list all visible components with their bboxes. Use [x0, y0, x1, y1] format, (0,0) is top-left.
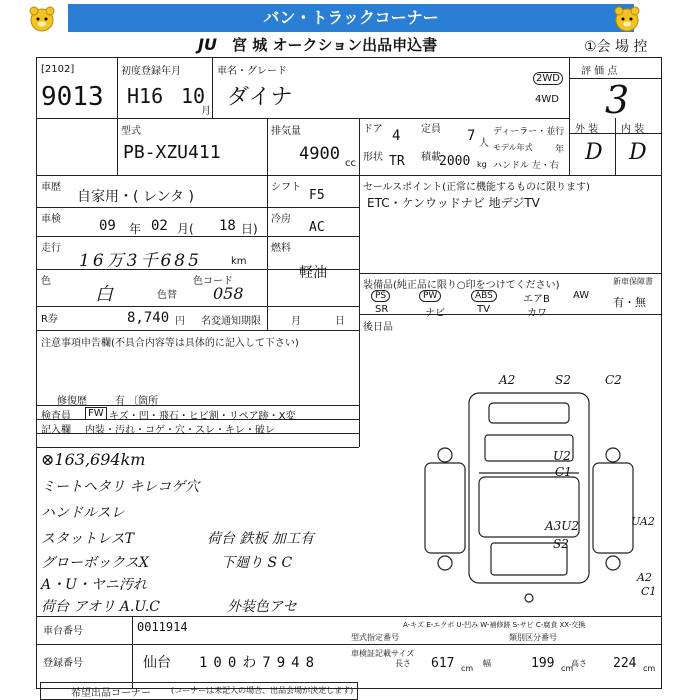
spec-label: 類別区分番号 — [509, 633, 557, 642]
notes-line: A・U・ヤニ汚れ — [41, 577, 147, 593]
corner-request-box — [40, 682, 358, 700]
tax-notice-label: 名変通知期限 — [201, 316, 261, 327]
equip-abs: ABS — [471, 290, 497, 302]
chassis-label: 車台番号 — [43, 626, 83, 637]
mileage-label: 走行 — [41, 243, 61, 254]
capacity-label: 定員 — [421, 124, 441, 135]
spec-label: 型式指定番号 — [351, 633, 399, 642]
entry-label: 記入欄 — [41, 425, 71, 436]
width-value: 199 — [531, 656, 555, 671]
notes-line: グローボックスX — [41, 555, 149, 571]
diagram-legend: A-キズ E-エクボ U-凹み W-補修跡 S-サビ C-腐食 XX-交換 — [403, 621, 586, 629]
notes-label: 注意事項申告欄(不具合内容等は具体的に記入して下さい) — [41, 338, 299, 349]
shift-label: シフト — [271, 182, 301, 193]
auction-sheet — [36, 57, 662, 689]
form-title: 宮 城 オークション出品申込書 — [232, 36, 438, 54]
load-unit: kg — [477, 160, 487, 169]
cm-unit: cm — [561, 664, 574, 673]
first-reg-month: 10 — [181, 84, 206, 108]
corner-banner: バン・トラックコーナー — [68, 4, 634, 32]
plate-region: 仙台 — [143, 655, 171, 671]
notes-line: 荷台 アオリ A.U.C — [41, 599, 160, 615]
damage-mark: U2 — [553, 449, 571, 463]
cm-unit: cm — [643, 664, 656, 673]
history-label: 車歴 — [41, 182, 61, 193]
extra-note: 荷台 鉄板 加工有 — [207, 531, 314, 547]
door-value: 4 — [392, 128, 401, 144]
color-code-value: 058 — [213, 284, 244, 303]
damage-mark: S2 — [555, 373, 571, 387]
inspection-year-unit: 年 — [129, 222, 142, 236]
ju-logo: JU — [198, 35, 217, 54]
exterior-label: 外 装 — [575, 124, 599, 135]
defects-line-1: キズ・凹・飛石・ヒビ割・リペア跡・X変 — [109, 411, 296, 422]
dealer-label: ディーラー・並行 — [493, 127, 565, 137]
equip-airbag: エアB — [523, 294, 550, 305]
r-coupon-value: 8,740 — [127, 310, 170, 326]
equip-tv: TV — [477, 304, 490, 315]
notes-line: ⊗163,694km — [41, 450, 146, 469]
plate-label: 登録番号 — [43, 658, 83, 669]
sales-point-label: セールスポイント(正常に機能するものに限ります) — [363, 182, 590, 193]
plate-number: 100わ7948 — [199, 655, 321, 671]
handle-label: ハンドル 左・右 — [493, 161, 559, 171]
capacity-unit: 人 — [479, 138, 489, 149]
damage-mark: S2 — [553, 537, 569, 551]
repair-label: 修復歴 — [57, 396, 87, 407]
ac-value: AC — [309, 220, 325, 235]
notes-line: ミートヘタリ キレコゲ穴 — [41, 479, 200, 495]
yen-unit: 円 — [175, 316, 185, 327]
bear-mascot-left-icon — [27, 4, 57, 34]
damage-mark: UA2 — [631, 515, 655, 528]
exterior-value: D — [585, 140, 603, 165]
drive-4wd: 4WD — [535, 94, 559, 105]
warranty-value: 有・無 — [613, 296, 646, 309]
inspection-day: 18 — [219, 218, 236, 234]
copy-label: ①会 場 控 — [584, 39, 648, 55]
color-code-label: 色コード — [193, 276, 233, 287]
equip-leather: カワ — [527, 308, 547, 319]
lot-number: 9013 — [41, 82, 104, 112]
displacement-value: 4900 — [299, 144, 340, 164]
equip-ps: PS — [371, 290, 390, 302]
color-label: 色 — [41, 276, 51, 287]
capacity-value: 7 — [467, 128, 476, 144]
inspection-label: 車検 — [41, 214, 61, 225]
height-label: 高さ — [571, 659, 587, 668]
lot-code: [2102] — [41, 64, 75, 75]
new-car-warranty-label: 新車保障書 — [613, 277, 653, 286]
cm-unit: cm — [461, 664, 474, 673]
chassis-value: 0011914 — [137, 620, 188, 634]
inspection-year: 09 — [99, 218, 116, 234]
length-label: 長さ — [395, 659, 411, 668]
grade-value: 3 — [605, 78, 630, 122]
cc-unit: cc — [345, 158, 356, 169]
displacement-label: 排気量 — [271, 126, 301, 137]
width-label: 幅 — [483, 659, 491, 668]
mileage-value: 16万3千685 — [79, 251, 202, 271]
km-unit: km — [231, 256, 247, 267]
damage-mark: A2 — [637, 571, 652, 584]
type-label: 型式 — [121, 126, 141, 137]
first-reg-era: H16 — [127, 84, 164, 108]
damage-mark: A3U2 — [545, 519, 580, 533]
extra-note: 外装色アセ — [227, 599, 297, 615]
load-label: 積載 — [421, 152, 441, 163]
drive-2wd: 2WD — [533, 72, 563, 85]
inspection-day-unit: 日) — [241, 222, 258, 236]
corner-request-note: (コーナーは未記入の場合、出品会場が決定します) — [171, 686, 354, 695]
extra-note: 下廻り S C — [221, 555, 293, 571]
equip-aw: AW — [573, 290, 590, 301]
ac-label: 冷房 — [271, 214, 291, 225]
height-value: 224 — [613, 656, 637, 671]
equip-navi: ナビ — [425, 308, 445, 319]
shift-value: F5 — [309, 188, 325, 203]
first-reg-label: 初度登録年月 — [121, 66, 181, 77]
corner-request-label: 希望出品コーナー — [71, 688, 151, 699]
load-value: 2000 — [439, 154, 471, 169]
shape-label: 形状 — [363, 152, 383, 163]
interior-label: 内 装 — [621, 124, 645, 135]
fw-label: FW — [85, 407, 107, 420]
vehicle-damage-diagram — [409, 373, 659, 613]
damage-mark: C1 — [555, 465, 572, 479]
fuel-label: 燃料 — [271, 243, 291, 254]
door-label: ドア — [363, 124, 383, 135]
tax-month: 月 — [291, 316, 301, 327]
inspection-month: 02 — [151, 218, 168, 234]
shape-value: TR — [389, 154, 405, 169]
notes-line: スタットレスT — [41, 531, 134, 547]
sales-point-value: ETC・ケンウッドナビ 地デジTV — [367, 196, 540, 210]
history-value: 自家用・( レンタ ) — [77, 189, 194, 205]
damage-mark: C2 — [605, 373, 622, 387]
color-value: 白 — [95, 284, 113, 305]
type-value: PB-XZU411 — [123, 142, 221, 163]
equip-sr: SR — [375, 304, 389, 315]
rear-item-label: 後日品 — [363, 322, 393, 333]
r-coupon-label: R券 — [41, 314, 58, 325]
color-swap-label: 色替 — [157, 290, 177, 301]
model-label: 車名・グレード — [217, 66, 287, 77]
inspection-month-unit: 月( — [177, 222, 194, 236]
damage-mark: A2 — [499, 373, 516, 387]
equip-pw: PW — [419, 290, 441, 302]
model-year-label: モデル年式 — [493, 143, 533, 152]
repair-value: 有 〔箇所 — [115, 396, 159, 407]
interior-value: D — [629, 140, 647, 165]
fuel-value: 軽油 — [299, 265, 327, 281]
year-unit: 年 — [555, 145, 565, 155]
tax-day: 日 — [335, 316, 345, 327]
defects-line-2: 内装・汚れ・コゲ・穴・スレ・キレ・破レ — [85, 425, 275, 436]
grade-label: 評 価 点 — [581, 66, 618, 77]
damage-mark: C1 — [641, 585, 657, 598]
spec-label: 車検証記載サイズ — [351, 649, 415, 658]
inspector-label: 検査員 — [41, 411, 71, 422]
length-value: 617 — [431, 656, 455, 671]
notes-line: ハンドルスレ — [41, 505, 125, 521]
month-unit: 月 — [201, 106, 211, 117]
model-name: ダイナ — [227, 85, 293, 110]
equipment-label: 装備品(純正品に限り○印をつけてください) — [363, 280, 560, 291]
bear-mascot-right-icon — [612, 4, 642, 34]
